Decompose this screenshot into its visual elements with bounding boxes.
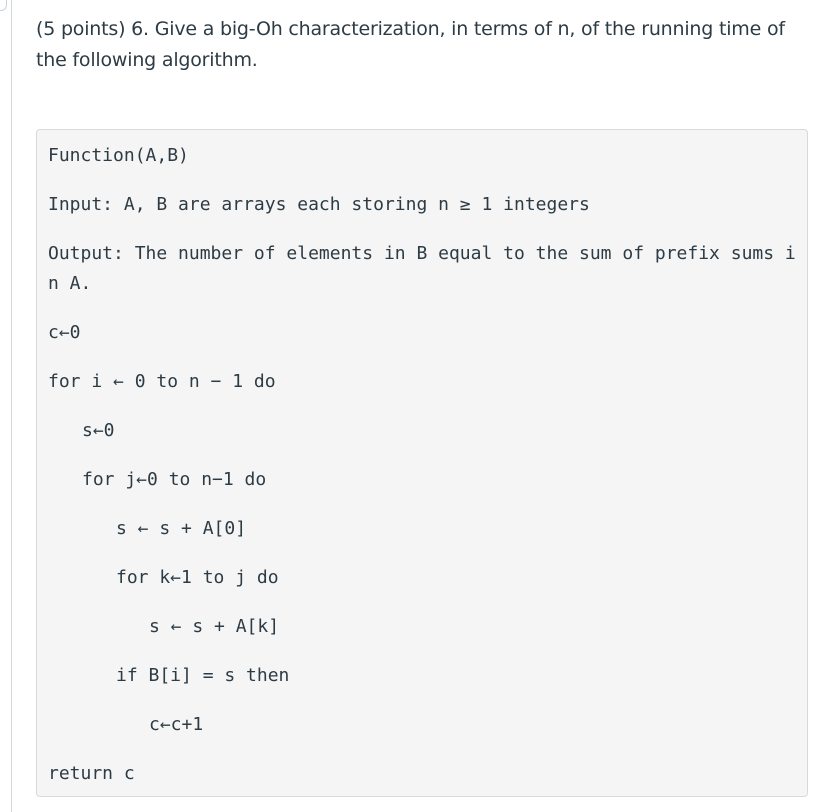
code-function-line: Function(A,B): [48, 145, 189, 166]
code-inner-loop: for k←1 to j do: [116, 567, 279, 588]
code-if-line: if B[i] = s then: [116, 665, 290, 686]
code-return-line: return c: [48, 763, 135, 784]
corner-icon: [0, 0, 7, 11]
code-outer-loop: for i ← 0 to n − 1 do: [48, 371, 276, 392]
left-border: [11, 0, 12, 812]
code-add-a0: s ← s + A[0]: [116, 518, 247, 539]
question-text: (5 points) 6. Give a big-Oh characterization, in terms of n, of the running time of the following algorithm.: [36, 18, 785, 71]
code-add-ak: s ← s + A[k]: [149, 616, 280, 637]
code-block: [36, 129, 808, 797]
code-init-s: s←0: [82, 420, 115, 441]
code-input-line: Input: A, B are arrays each storing n ≥ 1 integers: [48, 194, 590, 215]
code-output-line: Output: The number of elements in B equal to the sum of prefix sums in A.: [48, 243, 796, 294]
code-init-c: c←0: [48, 322, 81, 343]
code-increment: c←c+1: [149, 714, 204, 735]
code-middle-loop: for j←0 to n−1 do: [82, 469, 267, 490]
